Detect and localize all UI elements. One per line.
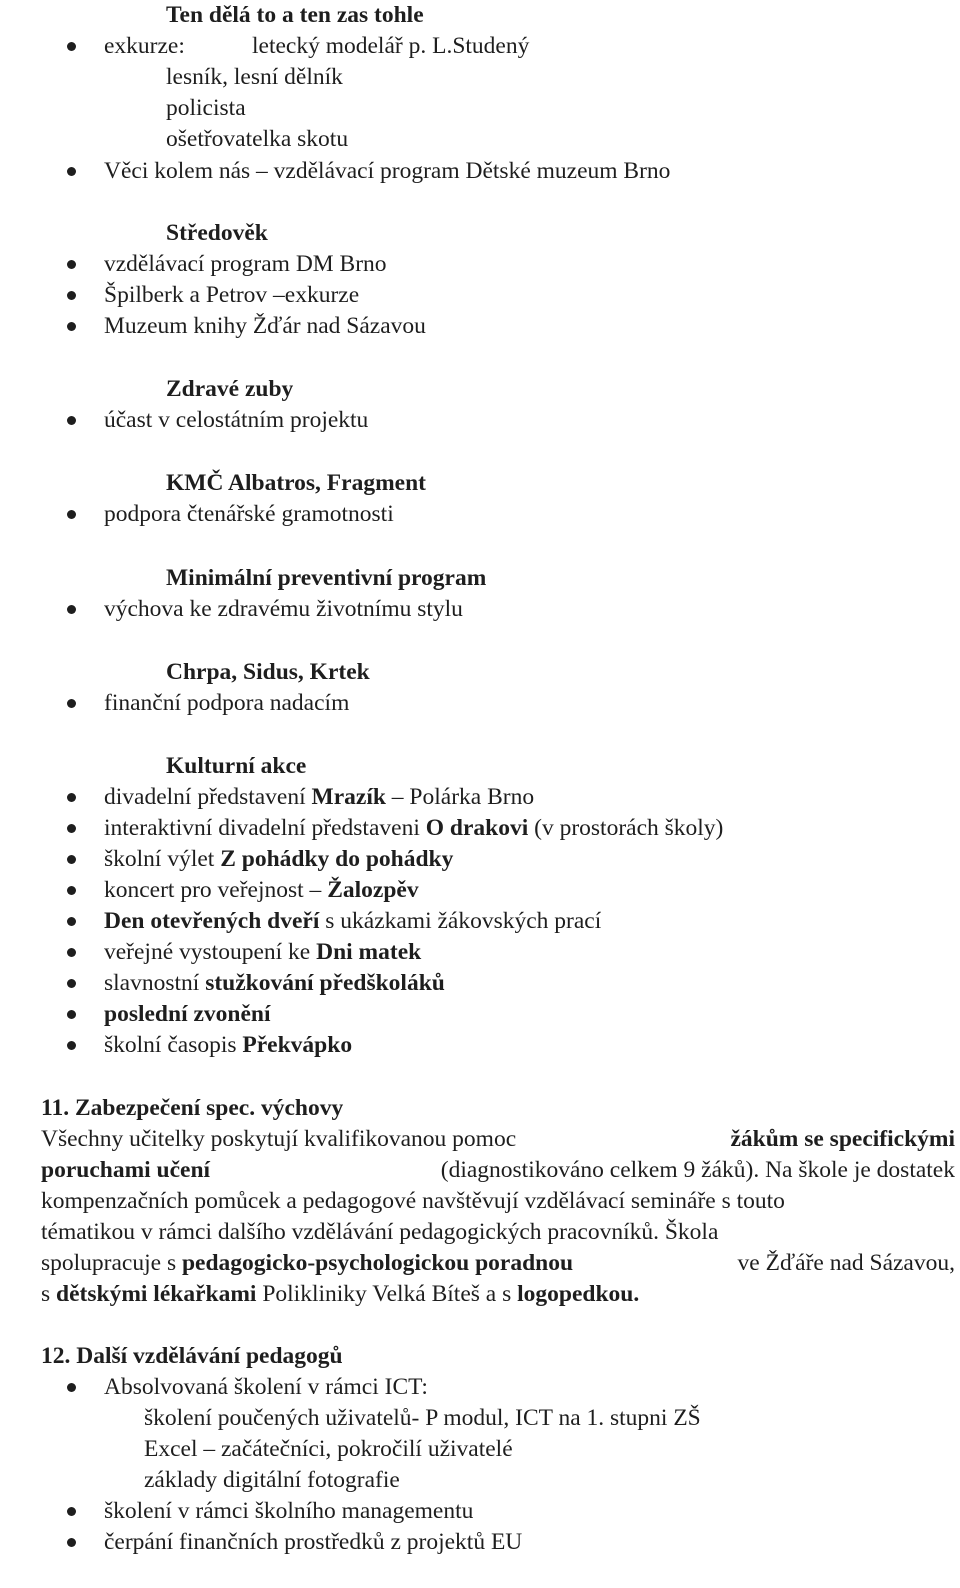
list-item: veřejné vystoupení ke Dni matek	[104, 939, 422, 965]
section-title-mpp: Minimální preventivní program	[166, 565, 487, 591]
list-item: školení v rámci školního managementu	[104, 1498, 474, 1524]
heading-12: 12. Další vzdělávání pedagogů	[41, 1343, 343, 1369]
bullet-icon	[67, 416, 76, 425]
bullet-icon	[67, 510, 76, 519]
exkurze-item: lesník, lesní dělník	[166, 64, 343, 90]
section-title-chrpa: Chrpa, Sidus, Krtek	[166, 659, 370, 685]
list-item: školní výlet Z pohádky do pohádky	[104, 846, 454, 872]
section-title-stredovek: Středověk	[166, 220, 268, 246]
bullet-icon	[67, 886, 76, 895]
bullet-icon	[67, 1010, 76, 1019]
list-item: výchova ke zdravému životnímu stylu	[104, 596, 463, 622]
list-item: čerpání finančních prostředků z projektů EU	[104, 1529, 523, 1555]
list-item: divadelní představení Mrazík – Polárka Brno	[104, 784, 535, 810]
exkurze-item: policista	[166, 95, 246, 121]
bullet-icon	[67, 1538, 76, 1547]
list-item: Muzeum knihy Žďár nad Sázavou	[104, 313, 426, 339]
bullet-icon	[67, 824, 76, 833]
ict-subitem: Excel – začátečníci, pokročilí uživatelé	[144, 1436, 513, 1462]
section-title-kmc: KMČ Albatros, Fragment	[166, 470, 426, 496]
list-item: finanční podpora nadacím	[104, 690, 350, 716]
bullet-icon	[67, 855, 76, 864]
section-title-ten-dela: Ten dělá to a ten zas tohle	[166, 2, 424, 28]
exkurze-label: exkurze:	[104, 33, 185, 59]
bullet-icon	[67, 699, 76, 708]
list-item-ict: Absolvovaná školení v rámci ICT:	[104, 1374, 428, 1400]
bullet-icon	[67, 167, 76, 176]
ict-subitem: školení poučených uživatelů- P modul, ICT na 1. stupni ZŠ	[144, 1405, 701, 1431]
bullet-icon	[67, 291, 76, 300]
bullet-icon	[67, 260, 76, 269]
paragraph-line: spolupracuje s pedagogicko-psychologickou poradnou ve Žďáře nad Sázavou,	[41, 1250, 955, 1276]
bullet-icon	[67, 979, 76, 988]
bullet-icon	[67, 322, 76, 331]
paragraph-line: kompenzačních pomůcek a pedagogové navštěvují vzdělávací semináře s touto	[41, 1188, 785, 1214]
bullet-icon	[67, 605, 76, 614]
section-title-zuby: Zdravé zuby	[166, 376, 294, 402]
list-item: koncert pro veřejnost – Žalozpěv	[104, 877, 419, 903]
heading-11: 11. Zabezpečení spec. výchovy	[41, 1095, 344, 1121]
list-item: Den otevřených dveří s ukázkami žákovských prací	[104, 908, 602, 934]
list-item: slavnostní stužkování předškoláků	[104, 970, 445, 996]
list-item: poslední zvonění	[104, 1001, 271, 1027]
list-item: interaktivní divadelní představeni O drakovi (v prostorách školy)	[104, 815, 724, 841]
list-item: Špilberk a Petrov –exkurze	[104, 282, 360, 308]
list-item: vzdělávací program DM Brno	[104, 251, 387, 277]
bullet-icon	[67, 42, 76, 51]
paragraph-line: s dětskými lékařkami Polikliniky Velká Bíteš a s logopedkou.	[41, 1281, 640, 1307]
list-item: školní časopis Překvápko	[104, 1032, 353, 1058]
paragraph-line: poruchami učení (diagnostikováno celkem 9 žáků). Na škole je dostatek	[41, 1157, 955, 1183]
list-item-veci: Věci kolem nás – vzdělávací program Dětské muzeum Brno	[104, 158, 671, 184]
list-item: podpora čtenářské gramotnosti	[104, 501, 394, 527]
exkurze-item: ošetřovatelka skotu	[166, 126, 349, 152]
ict-subitem: základy digitální fotografie	[144, 1467, 400, 1493]
bullet-icon	[67, 1383, 76, 1392]
bullet-icon	[67, 948, 76, 957]
bullet-icon	[67, 1041, 76, 1050]
paragraph-line: tématikou v rámci dalšího vzdělávání pedagogických pracovníků. Škola	[41, 1219, 719, 1245]
list-item: účast v celostátním projektu	[104, 407, 369, 433]
bullet-icon	[67, 1507, 76, 1516]
bullet-icon	[67, 793, 76, 802]
bullet-icon	[67, 917, 76, 926]
exkurze-item: letecký modelář p. L.Studený	[252, 33, 530, 59]
section-title-kultura: Kulturní akce	[166, 753, 307, 779]
paragraph-line: Všechny učitelky poskytují kvalifikovanou pomoc žákům se specifickými	[41, 1126, 955, 1152]
